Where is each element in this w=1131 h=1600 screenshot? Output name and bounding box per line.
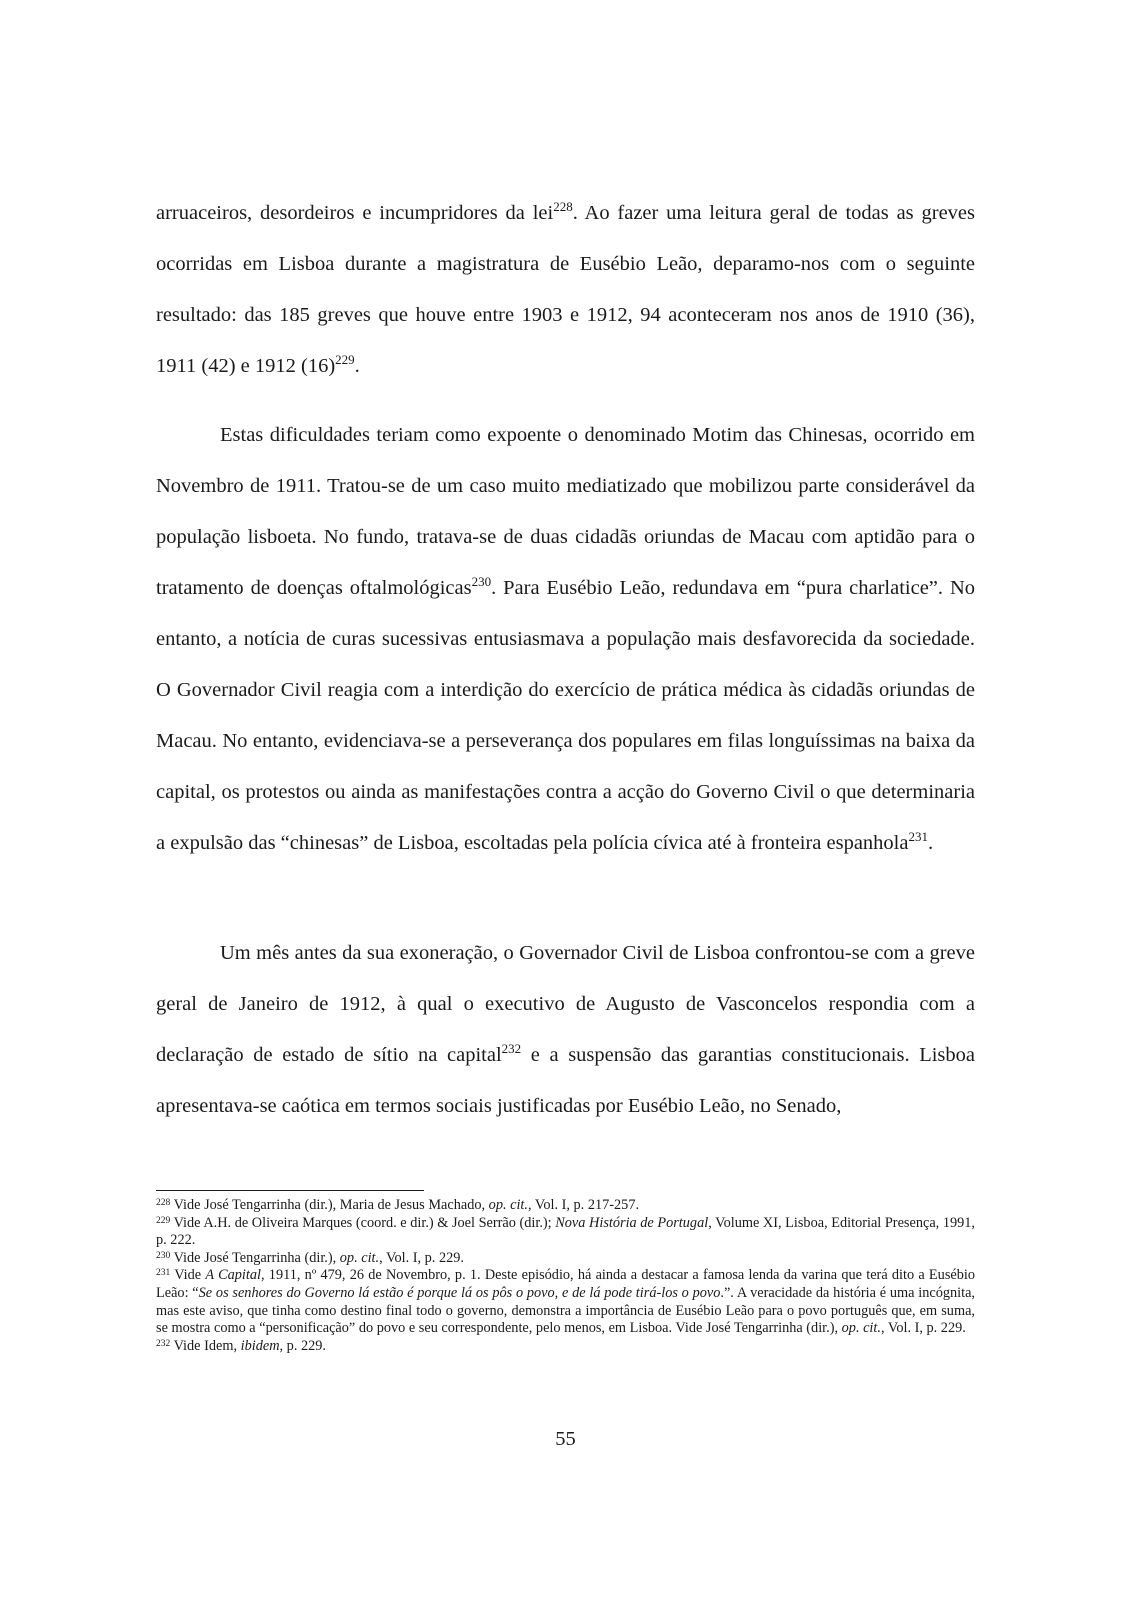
body-text-run: e a suspensão das garantias constitucionais. Lisboa apresentava-se caótica em termos sociais justificadas por Eusébio Leão, no Senado,	[156, 1044, 975, 1117]
footnote-text-run: , Vol. I, p. 229.	[880, 1320, 966, 1337]
body-paragraph-2	[156, 410, 975, 869]
footnote-text-run: , 1911, nº 479, 26 de Novembro, p. 1. Deste episódio, há ainda a destacar a famosa lenda da varina que terá dito a Eusébio Leão: “	[156, 1267, 975, 1301]
body-paragraph-3	[156, 928, 975, 1132]
footnote-italic-text: A Capital	[205, 1267, 261, 1284]
footnote-italic-text: ibidem	[240, 1337, 280, 1354]
body-text-run: arruaceiros, desordeiros e incumpridores da lei	[156, 202, 554, 224]
footnote-232	[156, 1338, 975, 1356]
footnote-229	[156, 1215, 975, 1250]
footnote-separator	[156, 1190, 424, 1191]
body-text-run: .	[354, 355, 360, 377]
footnote-text-run: , Vol. I, p. 229.	[379, 1249, 464, 1266]
footnote-text-run: Vide	[170, 1267, 206, 1284]
footnote-text-run: , Volume XI, Lisboa, Editorial Presença, 1991, p. 222.	[156, 1214, 975, 1249]
footnote-italic-text: Nova História de Portugal	[555, 1214, 709, 1231]
footnote-228	[156, 1197, 975, 1215]
footnote-text-run: Vide José Tengarrinha (dir.), Maria de Jesus Machado,	[170, 1197, 489, 1213]
body-paragraph-1	[156, 188, 975, 392]
footnote-italic-text: op. cit.	[339, 1249, 380, 1266]
footnote-number: 232	[156, 1338, 171, 1349]
footnote-reference: 231	[908, 829, 928, 845]
footnote-reference: 228	[553, 199, 573, 215]
body-text-run: Um mês antes da sua exoneração, o Governador Civil de Lisboa confrontou-se com a greve geral de Janeiro de 1912, à qual o executivo de Augusto de Vasconcelos respondia com a declaração de estado de sítio na capital	[156, 942, 975, 1066]
body-text-run: .	[927, 832, 934, 854]
footnote-text-run: , Vol. I, p. 217-257.	[527, 1197, 640, 1213]
footnote-number: 230	[156, 1250, 171, 1261]
footnote-number: 229	[156, 1215, 171, 1226]
body-text-run: . Para Eusébio Leão, redundava em “pura charlatice”. No entanto, a notícia de curas sucessivas entusiasmava a população mais desfavorecida da sociedade. O Governador Civil reagia com a interdição do exercício de prática médica às cidadãs oriundas de Macau. No entanto, evidenciava-se a perseverança dos populares em filas longuíssimas na baixa da capital, os protestos ou ainda as manifestações contra a acção do Governo Civil o que determinaria a expulsão das “chinesas” de Lisboa, escoltadas pela polícia cívica até à fronteira espanhola	[156, 577, 975, 854]
footnote-italic-text: op. cit.	[841, 1320, 881, 1337]
footnote-text-run: Vide José Tengarrinha (dir.),	[170, 1249, 340, 1266]
footnote-text-run: .”. A veracidade da história é uma incógnita, mas este aviso, que tinha como destino final todo o governo, demonstra a importância de Eusébio Leão para o povo português que, em suma, se mostra como a “personificação” do povo e seu correspondente, pelo menos, em Lisboa. Vide José Tengarrinha (dir.),	[156, 1284, 975, 1337]
footnote-reference: 230	[471, 574, 492, 590]
footnote-reference: 232	[501, 1041, 522, 1057]
footnote-231	[156, 1267, 975, 1337]
body-text-run: . Ao fazer uma leitura geral de todas as greves ocorridas em Lisboa durante a magistratura de Eusébio Leão, deparamo-nos com o seguinte resultado: das 185 greves que houve entre 1903 e 1912, 94 aconteceram nos anos de 1910 (36), 1911 (42) e 1912 (16)	[156, 202, 975, 377]
footnotes-section	[156, 1197, 975, 1355]
footnote-italic-text: op. cit.	[488, 1197, 528, 1213]
footnote-reference: 229	[335, 352, 355, 368]
footnote-text-run: Vide Idem,	[170, 1337, 241, 1354]
footnote-number: 231	[156, 1268, 171, 1279]
footnote-number: 228	[156, 1198, 171, 1208]
body-text-run: Estas dificuldades teriam como expoente o denominado Motim das Chinesas, ocorrido em Novembro de 1911. Tratou-se de um caso muito mediatizado que mobilizou parte considerável da população lisboeta. No fundo, tratava-se de duas cidadãs oriundas de Macau com aptidão para o tratamento de doenças oftalmológicas	[156, 424, 975, 599]
footnote-text-run: , p. 229.	[279, 1337, 326, 1354]
footnote-italic-text: Se os senhores do Governo lá estão é porque lá os pôs o povo, e de lá pode tirá-los o povo	[198, 1284, 721, 1301]
footnote-230	[156, 1250, 975, 1268]
page-number: 55	[555, 1428, 576, 1450]
footnote-text-run: Vide A.H. de Oliveira Marques (coord. e dir.) & Joel Serrão (dir.);	[170, 1214, 556, 1231]
